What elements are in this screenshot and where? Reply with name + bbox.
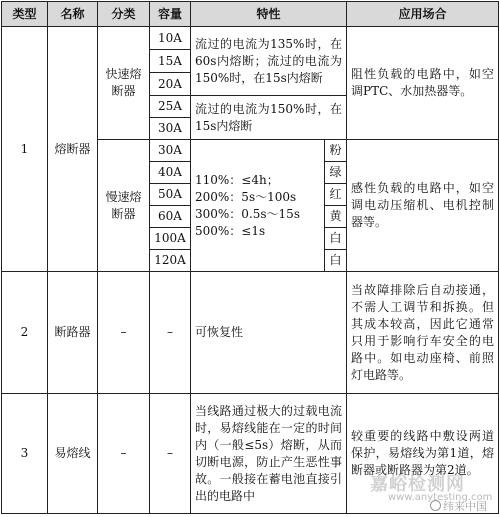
- header-category: 分类: [98, 2, 150, 27]
- table-row: [2, 272, 499, 394]
- watermark-source-text: 纬来中国: [443, 500, 487, 513]
- fuse-type-cell: 1: [2, 27, 48, 272]
- header-type: 类型: [2, 2, 48, 27]
- fusible-characteristic-cell: 当线路通过极大的过载电流时，易熔线能在一定的时间内（一般≤5s）熔断，从而切断电源，防止产生恶性事故。一般接在蓄电池直接引出的电路中: [191, 394, 347, 514]
- fusible-category-cell: –: [98, 394, 150, 514]
- breaker-capacity-cell: –: [150, 272, 191, 394]
- slow-char-line: 110%：≤4h；: [195, 172, 279, 187]
- fusible-name-cell: 易熔线: [48, 394, 98, 514]
- fast-category-cell: 快速熔断器: [98, 27, 150, 140]
- breaker-type-cell: 2: [2, 272, 48, 394]
- header-characteristic: 特性: [191, 2, 347, 27]
- breaker-name-cell: 断路器: [48, 272, 98, 394]
- capacity-cell: 120A: [150, 250, 191, 272]
- capacity-cell: 40A: [150, 162, 191, 184]
- capacity-cell: 20A: [150, 73, 191, 96]
- color-cell: 绿: [325, 162, 347, 184]
- slow-characteristic-cell: [191, 140, 325, 272]
- fast-application-cell: 阻性负载的电路中，如空调PTC、水加热器等。: [347, 27, 499, 140]
- header-name: 名称: [48, 2, 98, 27]
- color-cell: 白: [325, 228, 347, 250]
- capacity-cell: 100A: [150, 228, 191, 250]
- breaker-category-cell: –: [98, 272, 150, 394]
- fast-characteristic-a: 流过的电流为135%时，在60s内熔断；流过的电流为150%时，在15s内熔断: [191, 27, 347, 96]
- watermark-url: www.anytesting.com: [388, 492, 493, 503]
- breaker-application-cell: 当故障排除后自动接通，不需人工调节和拆换。但其成本较高，因此它通常只用于影响行车安全的电路中。如电动座椅、前照灯电路等。: [347, 272, 499, 394]
- fusible-application-cell: 较重要的线路中敷设两道保护，易熔线为第1道，熔断器或断路器为第2道。: [347, 394, 499, 514]
- slow-char-line: 300%：0.5s～15s: [195, 206, 300, 221]
- color-cell: 红: [325, 184, 347, 206]
- slow-category-cell: 慢速熔断器: [98, 140, 150, 272]
- slow-char-line: 500%：≤1s: [195, 223, 266, 238]
- color-cell: 黄: [325, 206, 347, 228]
- capacity-cell: 30A: [150, 118, 191, 140]
- breaker-characteristic-cell: 可恢复性: [191, 272, 347, 394]
- table-row: [2, 27, 499, 50]
- fusible-capacity-cell: –: [150, 394, 191, 514]
- capacity-cell: 25A: [150, 96, 191, 118]
- table-row: [2, 394, 499, 514]
- color-cell: 白: [325, 250, 347, 272]
- capacity-cell: 50A: [150, 184, 191, 206]
- header-row: [2, 2, 499, 27]
- fuse-comparison-table: [1, 1, 499, 514]
- capacity-cell: 10A: [150, 27, 191, 50]
- slow-char-line: 200%：5s～100s: [195, 189, 297, 204]
- header-capacity: 容量: [150, 2, 191, 27]
- slow-application-cell: 感性负载的电路中，如空调电动压缩机、电机控制器等。: [347, 140, 499, 272]
- fuse-name-cell: 熔断器: [48, 27, 98, 272]
- capacity-cell: 60A: [150, 206, 191, 228]
- watermark-brand: 嘉峪检测网: [370, 474, 465, 495]
- fast-characteristic-b: 流过的电流为150%时，在15s内熔断: [191, 96, 347, 140]
- header-application: 应用场合: [347, 2, 499, 27]
- fusible-type-cell: 3: [2, 394, 48, 514]
- color-cell: 粉: [325, 140, 347, 162]
- capacity-cell: 30A: [150, 140, 191, 162]
- capacity-cell: 15A: [150, 50, 191, 73]
